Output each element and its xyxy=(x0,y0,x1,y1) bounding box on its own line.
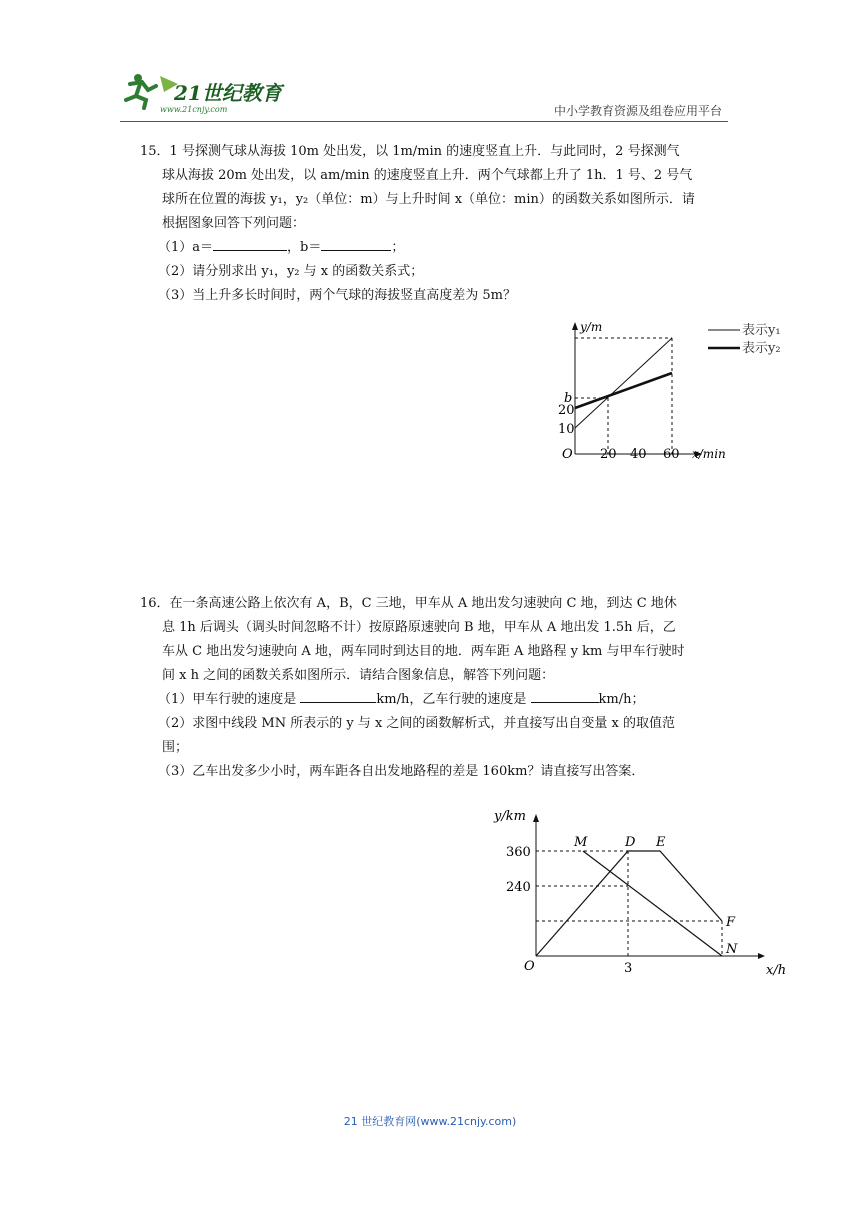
footer-link[interactable]: 21 世纪教育网(www.21cnjy.com) xyxy=(343,1115,517,1128)
x-tick-label: 3 xyxy=(624,961,633,976)
q15-stem-line: 根据图象回答下列问题： xyxy=(162,216,306,231)
logo-text: 21世纪教育 xyxy=(174,81,282,105)
q16-stem-line: 车从 C 地出发匀速驶向 A 地，两车同时到达目的地．两车距 A 地路程 y km 与甲车行驶时 xyxy=(162,644,685,659)
y-axis-label: y/km xyxy=(494,809,526,824)
q15-graph xyxy=(550,316,795,466)
site-logo xyxy=(120,70,290,116)
q16-stem-line: 间 x h 之间的函数关系如图所示．请结合图象信息，解答下列问题： xyxy=(162,668,555,683)
line-y2 xyxy=(575,373,672,408)
point-label-M: M xyxy=(574,835,588,850)
answer-blank-a[interactable] xyxy=(213,236,287,251)
y-tick-label-b: b xyxy=(564,391,573,406)
x-tick-label: 20 xyxy=(600,447,617,462)
q16-part-1-label-b: km/h，乙车行驶的速度是 xyxy=(376,692,531,707)
runner-icon xyxy=(126,74,178,108)
q16-stem-line: 16．在一条高速公路上依次有 A，B，C 三地，甲车从 A 地出发匀速驶向 C 地，到达 C 地休 xyxy=(140,596,677,611)
point-label-E: E xyxy=(656,835,666,850)
car-b-segment-MN xyxy=(583,851,722,956)
y-axis-arrow xyxy=(572,322,578,330)
y-tick-label: 20 xyxy=(558,403,575,418)
q16-part-2: （2）求图中线段 MN 所表示的 y 与 x 之间的函数解析式，并直接写出自变量 x 的取值范 xyxy=(158,716,676,731)
q16-part-1-label-a: （1）甲车行驶的速度是 xyxy=(158,692,301,707)
x-axis-label: x/h xyxy=(766,963,787,978)
q15-part-2: （2）请分别求出 y₁，y₂ 与 x 的函数关系式； xyxy=(158,264,424,279)
q16-part-1 xyxy=(140,688,736,712)
y-axis-arrow xyxy=(533,814,539,822)
origin-label: O xyxy=(562,447,573,462)
q15-part-1 xyxy=(140,236,736,260)
question-15 xyxy=(140,140,736,308)
car-a-path-ODEF xyxy=(536,851,722,956)
q15-part-3: （3）当上升多长时间时，两个气球的海拔竖直高度差为 5m？ xyxy=(158,288,517,303)
x-axis-arrow xyxy=(758,953,765,959)
line-y1 xyxy=(575,338,672,428)
y-tick-label: 240 xyxy=(506,880,531,895)
q16-part-1-end: km/h； xyxy=(598,692,645,707)
answer-blank-car-b[interactable] xyxy=(531,688,599,703)
header-divider xyxy=(120,121,728,122)
point-label-N: N xyxy=(726,942,738,957)
legend-label-y1: 表示y₁ xyxy=(742,323,781,338)
point-label-F: F xyxy=(726,915,736,930)
q16-part-3: （3）乙车出发多少小时，两车距各自出发地路程的差是 160km？请直接写出答案． xyxy=(158,764,645,779)
q15-part-1-label-b: ，b＝ xyxy=(287,240,322,255)
q15-stem-line: 15．1 号探测气球从海拔 10m 处出发，以 1m/min 的速度竖直上升．与此同时，2 号探测气 xyxy=(140,144,680,159)
q16-stem-line: 息 1h 后调头（调头时间忽略不计）按原路原速驶向 B 地，甲车从 A 地出发 1.5h 后，乙 xyxy=(162,620,676,635)
point-label-D: D xyxy=(625,835,636,850)
q15-part-1-label-a: （1）a＝ xyxy=(158,240,214,255)
q15-stem-line: 球所在位置的海拔 y₁，y₂（单位：m）与上升时间 x（单位：min）的函数关系如图所示．请 xyxy=(162,192,695,207)
x-axis-label: x/min xyxy=(692,447,726,461)
y-axis-label: y/m xyxy=(580,320,603,334)
legend-label-y2: 表示y₂ xyxy=(742,341,781,356)
x-tick-label: 40 xyxy=(630,447,647,462)
question-16 xyxy=(140,592,736,784)
y-tick-label: 360 xyxy=(506,845,531,860)
q16-graph xyxy=(488,804,798,979)
origin-label: O xyxy=(524,959,535,974)
q16-part-2-cont: 围； xyxy=(162,740,189,755)
q15-stem-line: 球从海拔 20m 处出发，以 am/min 的速度竖直上升．两个气球都上升了 1h．1 号、2 号气 xyxy=(162,168,693,183)
y-tick-label: 10 xyxy=(558,422,575,437)
q15-part-1-end: ； xyxy=(391,240,405,255)
x-tick-label: 60 xyxy=(663,447,680,462)
answer-blank-b[interactable] xyxy=(321,236,391,251)
header-tagline: 中小学教育资源及组卷应用平台 xyxy=(553,104,722,118)
answer-blank-car-a[interactable] xyxy=(300,688,376,703)
logo-url: www.21cnjy.com xyxy=(160,105,228,114)
